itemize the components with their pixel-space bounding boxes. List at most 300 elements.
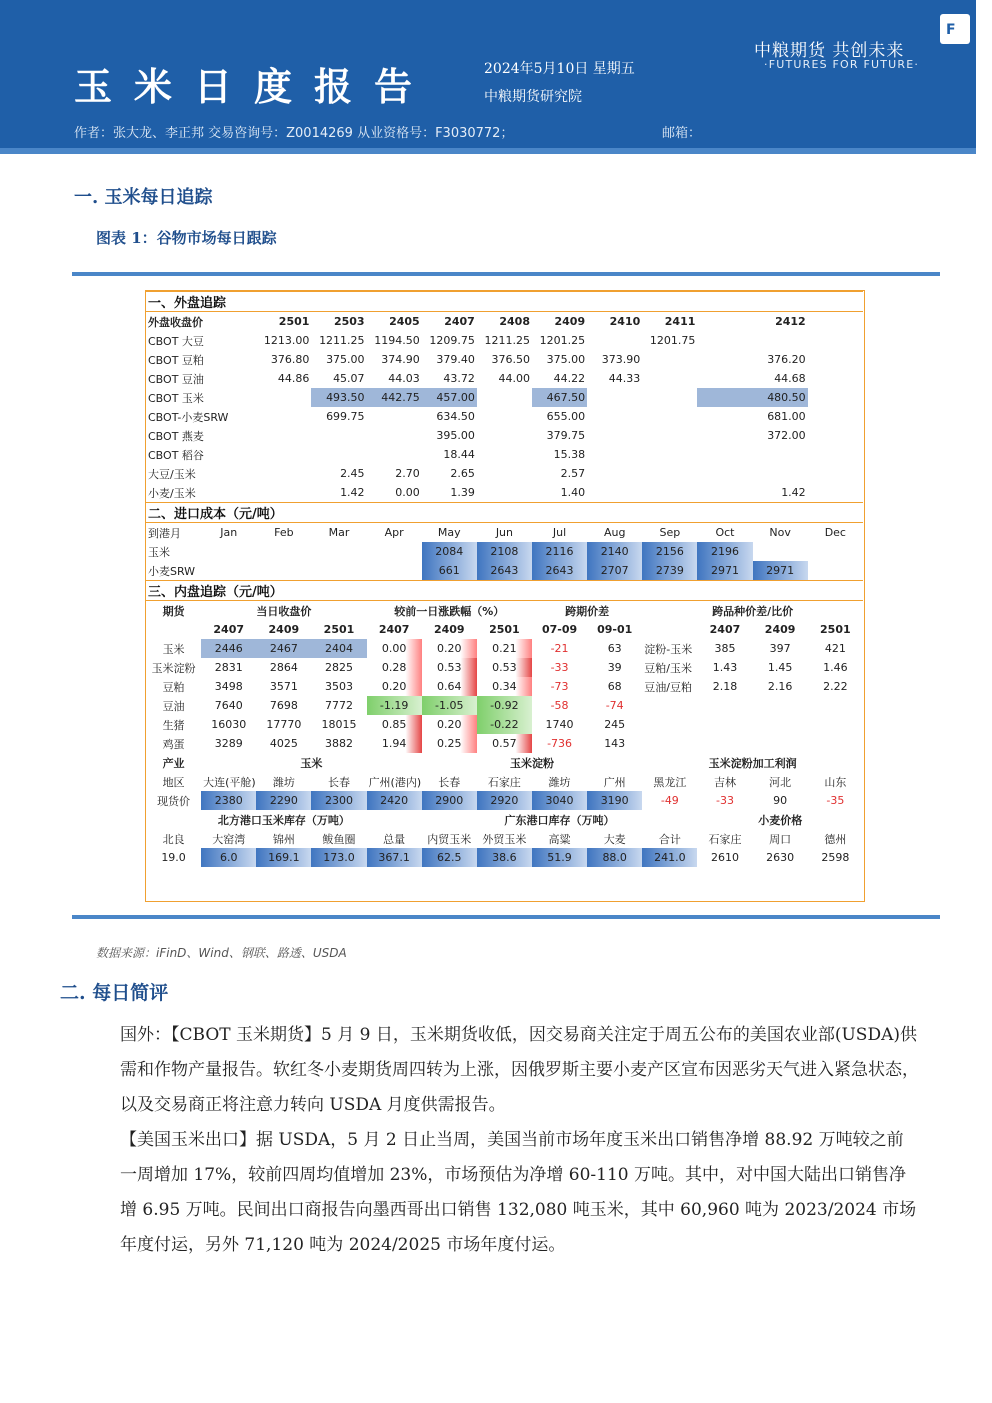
table-cell: 2971: [697, 561, 752, 581]
table-row: [146, 734, 863, 753]
table-cell: 655.00: [546, 410, 586, 423]
table-cell: [642, 464, 697, 483]
table-cell: [642, 483, 697, 503]
table-cell: 2.65: [450, 467, 475, 480]
table-cell: [587, 388, 642, 407]
row-label: 玉米: [148, 545, 170, 559]
table-cell: 2380: [201, 791, 256, 810]
table-cell: 2643: [477, 561, 532, 581]
column-header: 高粱: [548, 832, 571, 846]
table-cell: 0.85: [367, 715, 422, 734]
table-cell: [477, 445, 532, 464]
table-cell: 457.00: [422, 388, 477, 407]
data-source: 数据来源：iFinD、Wind、钢联、路透、USDA: [96, 946, 347, 960]
table-cell: 372.00: [767, 429, 806, 442]
column-header: Aug: [603, 526, 626, 539]
row-label: 玉米淀粉: [151, 661, 196, 675]
table-cell: 2140: [587, 542, 642, 561]
table-cell: 421: [824, 642, 846, 655]
table-cell: 2643: [532, 561, 587, 581]
table-cell: [808, 734, 863, 753]
table-cell: 3882: [324, 737, 353, 750]
column-header: 2409: [554, 315, 586, 328]
table-cell: 44.68: [774, 372, 806, 385]
logo-icon: F: [946, 22, 956, 38]
table-cell: 1.45: [767, 661, 793, 674]
column-header: 广东港口库存（万吨）: [504, 813, 615, 827]
table-cell: 3040: [532, 791, 587, 810]
column-header: 石家庄: [708, 832, 742, 846]
table-cell: 3190: [587, 791, 642, 810]
table-cell: [477, 388, 532, 407]
table-cell: 4025: [269, 737, 298, 750]
market-tracking-table: [146, 291, 863, 867]
table-cell: [587, 331, 642, 350]
table-cell: 0.00: [367, 639, 422, 658]
table-cell: 395.00: [436, 429, 475, 442]
authors-line: 作者：张大龙、李正邦 交易咨询号：Z0014269 从业资格号：F3030772；: [74, 126, 514, 141]
table-header-row: [146, 620, 863, 639]
row-label: 地区: [162, 775, 185, 789]
table-cell: -73: [550, 680, 569, 693]
row-label: CBOT 豆油: [148, 372, 204, 386]
column-header: Dec: [824, 526, 846, 539]
table-cell: [256, 388, 311, 407]
table-cell: 63: [607, 642, 622, 655]
row-label: CBOT 燕麦: [148, 429, 204, 443]
table-cell: 1.42: [340, 486, 365, 499]
report-title: 玉米日度报告: [74, 64, 435, 109]
table-cell: 634.50: [436, 410, 475, 423]
table-cell: 62.5: [422, 848, 477, 867]
table-cell: 1.42: [781, 486, 806, 499]
table-cell: [642, 369, 697, 388]
table-cell: -49: [660, 794, 679, 807]
table-cell: 88.0: [587, 848, 642, 867]
table-cell: [311, 445, 366, 464]
table-cell: 0.21: [477, 639, 532, 658]
table-cell: 2707: [587, 561, 642, 581]
table-cell: 379.40: [436, 353, 475, 366]
table-cell: 7698: [269, 699, 298, 712]
row-label: 生猪: [162, 718, 185, 732]
column-header: 玉米淀粉: [509, 756, 554, 770]
column-header: 2501: [323, 623, 355, 636]
table-cell: [808, 542, 863, 561]
table-cell: 375.00: [326, 353, 365, 366]
table-cell: [587, 483, 642, 503]
table-cell: 0.25: [422, 734, 477, 753]
column-header: 总量: [383, 832, 406, 846]
table-cell: 43.72: [443, 372, 475, 385]
table-cell: 2108: [477, 542, 532, 561]
column-header: 2407: [709, 623, 741, 636]
brand-slogan: 中粮期货 共创未来: [754, 41, 905, 61]
table-cell: 0.20: [422, 715, 477, 734]
section-title-2: 二、进口成本（元/吨）: [146, 503, 863, 523]
table-row: [146, 658, 863, 677]
section-title-3: 三、内盘追踪（元/吨）: [146, 581, 863, 601]
row-label: 鸡蛋: [162, 737, 185, 751]
table-cell: 1211.25: [484, 334, 530, 347]
table-row: [146, 445, 863, 464]
table-row: [146, 464, 863, 483]
report-date: 2024年5月10日 星期五: [484, 61, 635, 77]
table-header-row: [146, 601, 863, 621]
table-cell: 3571: [269, 680, 298, 693]
row-label: CBOT 玉米: [148, 391, 204, 405]
table-cell: [697, 445, 807, 464]
commentary-paragraph-2: 【美国玉米出口】据 USDA，5 月 2 日止当周，美国当前市场年度玉米出口销售净增 88.92 万吨较之前一周增加 17%，较前四周均值增加 23%，市场预估为净增 60-110 万吨。其中，对中国大陆出口销售净增 6.95 万吨。民间出口商报告向墨西哥出口销售 132,080 吨玉米，其中 60,960 吨为 2023/2024 市场年度付运，另外 71,120 吨为 2024/2025 市场年度付运。: [120, 1130, 917, 1255]
row-label: 大豆/玉米: [148, 467, 196, 481]
table-cell: [311, 426, 366, 445]
table-cell: [256, 464, 311, 483]
table-row: [146, 331, 863, 350]
table-cell: 385: [714, 642, 736, 655]
column-header: Jan: [220, 526, 238, 539]
column-header: 山东: [824, 775, 847, 789]
table-row: [146, 791, 863, 810]
table-cell: [753, 696, 808, 715]
section-row: [146, 292, 863, 312]
column-header: Jun: [495, 526, 513, 539]
column-header: 石家庄: [487, 775, 521, 789]
table-cell: 6.0: [201, 848, 256, 867]
column-header: Jul: [552, 526, 567, 539]
table-cell: 44.33: [608, 372, 641, 385]
table-cell: [587, 445, 642, 464]
table-cell: [256, 483, 311, 503]
column-header: 2407: [444, 315, 475, 328]
table-cell: 3498: [214, 680, 243, 693]
table-cell: -736: [547, 737, 573, 750]
table-cell: [201, 542, 256, 561]
table-cell: 2.16: [767, 680, 793, 693]
table-cell: [477, 483, 532, 503]
table-cell: 51.9: [532, 848, 587, 867]
column-header: Sep: [659, 526, 681, 539]
table-cell: [367, 445, 422, 464]
table-cell: 442.75: [367, 388, 422, 407]
table-cell: 376.20: [767, 353, 806, 366]
column-header: 2410: [609, 315, 641, 328]
table-cell: 1.43: [712, 661, 738, 674]
table-cell: 2.57: [560, 467, 586, 480]
row-label: 现货价: [157, 794, 191, 808]
commentary-paragraph-1: 国外：【CBOT 玉米期货】5 月 9 日，玉米期货收低，因交易商关注定于周五公布的美国农业部(USDA)供需和作物产量报告。软红冬小麦期货周四转为上涨，因俄罗斯主要小麦产区宣布因恶劣天气进入紧急状态，以及交易商正将注意力转向 USDA 月度供需报告。: [120, 1025, 919, 1115]
table-cell: 681.00: [767, 410, 806, 423]
table-cell: 661: [422, 561, 477, 581]
table-row: [146, 715, 863, 734]
table-cell: 2630: [766, 851, 795, 864]
table-cell: 0.20: [367, 677, 422, 696]
column-header: 广州: [603, 775, 626, 789]
table-cell: [256, 407, 311, 426]
row-label: 小麦/玉米: [148, 486, 196, 500]
table-cell: [642, 715, 697, 734]
table-cell: 2.45: [340, 467, 365, 480]
table-cell: 2116: [532, 542, 587, 561]
figure-caption: 图表 1：谷物市场每日跟踪: [96, 229, 277, 247]
table-cell: 0.34: [477, 677, 532, 696]
column-header: 外贸玉米: [482, 832, 527, 846]
section-title-1: 一、外盘追踪: [146, 292, 863, 312]
column-header: 玉米淀粉加工利润: [708, 756, 797, 770]
table-cell: 373.90: [601, 353, 641, 366]
table-cell: 44.00: [498, 372, 530, 385]
table-cell: 1209.75: [429, 334, 475, 347]
table-cell: 0.28: [367, 658, 422, 677]
column-header: 吉林: [713, 775, 736, 789]
table-header-row: [146, 810, 863, 829]
table-cell: [753, 542, 808, 561]
table-cell: [697, 734, 752, 753]
table-cell: 367.1: [367, 848, 422, 867]
brand-slogan-en: ·FUTURES FOR FUTURE·: [764, 58, 920, 71]
table-cell: 376.80: [270, 353, 310, 366]
column-header: 2408: [499, 315, 530, 328]
table-cell: [642, 734, 697, 753]
table-cell: 375.00: [546, 353, 586, 366]
column-header: Oct: [715, 526, 735, 539]
column-header: 2409: [433, 623, 465, 636]
section1-heading: 一. 玉米每日追踪: [74, 187, 213, 208]
table-cell: 2825: [324, 661, 353, 674]
table-cell: [201, 561, 256, 581]
column-header: Apr: [384, 526, 404, 539]
column-header: 小麦价格: [758, 813, 803, 827]
table-cell: 1201.75: [649, 334, 696, 347]
row-label: 外盘收盘价: [148, 315, 203, 329]
table-cell: 2610: [710, 851, 739, 864]
column-header: 2501: [489, 623, 520, 636]
table-cell: 1201.25: [539, 334, 586, 347]
column-header: 2405: [389, 315, 420, 328]
table-row: [146, 369, 863, 388]
table-cell: [642, 407, 697, 426]
column-header: 07-09: [541, 623, 578, 636]
table-cell: [367, 561, 422, 581]
table-cell: 699.75: [326, 410, 365, 423]
divider-top: [72, 272, 940, 276]
table-cell: [642, 350, 697, 369]
table-cell: -1.19: [367, 696, 422, 715]
column-header: 2503: [333, 315, 365, 328]
table-cell: 493.50: [311, 388, 366, 407]
table-cell: 0.20: [422, 639, 477, 658]
table-cell: 44.22: [553, 372, 586, 385]
table-cell: 245: [604, 718, 626, 731]
table-cell: 2739: [642, 561, 697, 581]
column-header: Nov: [769, 526, 791, 539]
table-cell: 44.03: [388, 372, 420, 385]
table-cell: 143: [604, 737, 626, 750]
table-cell: 2920: [477, 791, 532, 810]
table-cell: [697, 715, 752, 734]
table-cell: 7640: [214, 699, 243, 712]
table-cell: 376.50: [491, 353, 530, 366]
column-header: 2411: [664, 315, 696, 328]
table-cell: 2.22: [823, 680, 848, 693]
table-row: [146, 639, 863, 658]
table-cell: 241.0: [642, 848, 697, 867]
table-cell: 2290: [256, 791, 311, 810]
column-header: 锦州: [272, 832, 295, 846]
column-header: 潍坊: [548, 775, 571, 789]
column-header: 2501: [278, 315, 310, 328]
table-row: [146, 848, 863, 867]
table-cell: 480.50: [697, 388, 807, 407]
table-cell: 0.00: [395, 486, 420, 499]
row-label: [146, 620, 201, 639]
table-header-row: [146, 829, 863, 848]
table-cell: [642, 696, 697, 715]
column-header: 2412: [775, 315, 806, 328]
column-header: 广州(港内): [368, 775, 422, 789]
email-label: 邮箱：: [662, 126, 702, 141]
column-header: 2501: [820, 623, 851, 636]
row-label: 小麦SRW: [148, 564, 196, 578]
table-cell: 2196: [697, 542, 752, 561]
table-cell: [808, 696, 863, 715]
column-header: [642, 620, 697, 639]
table-cell: 169.1: [256, 848, 311, 867]
row-label: CBOT 豆粕: [148, 353, 204, 367]
column-header: 长春: [327, 775, 350, 789]
column-header: 2409: [764, 623, 796, 636]
table-cell: 16030: [211, 718, 247, 731]
table-cell: -35: [826, 794, 845, 807]
table-cell: 1740: [545, 718, 574, 731]
table-header-row: [146, 523, 863, 543]
table-cell: -1.05: [422, 696, 477, 715]
column-header: 大连(平舱): [203, 775, 256, 789]
table-cell: 379.75: [546, 429, 586, 442]
table-cell: 2864: [269, 661, 298, 674]
column-header: 2409: [268, 623, 300, 636]
column-header: 周口: [769, 832, 792, 846]
table-cell: 38.6: [477, 848, 532, 867]
table-cell: [367, 542, 422, 561]
table-cell: 1.94: [367, 734, 422, 753]
column-header: 跨品种价差/比价: [712, 604, 794, 618]
table-header-row: [146, 753, 863, 772]
table-row: [146, 483, 863, 503]
table-cell: [256, 426, 311, 445]
row-label: 玉米: [162, 642, 185, 656]
column-header: 玉米: [300, 756, 323, 770]
column-header: 鲅鱼圈: [322, 832, 356, 846]
table-cell: [477, 407, 532, 426]
column-header: 大窑湾: [212, 832, 246, 846]
table-cell: -0.22: [477, 715, 532, 734]
company-logo: [940, 14, 970, 44]
table-cell: [697, 331, 807, 350]
table-cell: 1.39: [450, 486, 475, 499]
table-cell: 1213.00: [263, 334, 310, 347]
table-cell: 397: [769, 642, 791, 655]
row-label: 豆粕: [162, 680, 185, 694]
table-cell: 7772: [324, 699, 353, 712]
column-header: 黑龙江: [653, 775, 687, 789]
table-cell: 1.46: [823, 661, 848, 674]
table-cell: 19.0: [161, 851, 186, 864]
table-cell: 45.07: [333, 372, 365, 385]
table-cell: 淀粉-玉米: [644, 642, 693, 656]
table-cell: 2084: [422, 542, 477, 561]
table-cell: 2467: [256, 639, 311, 658]
table-cell: 2598: [821, 851, 850, 864]
table-cell: [642, 388, 697, 407]
grain-market-table: [146, 291, 863, 867]
table-cell: -58: [550, 699, 569, 712]
row-label: CBOT 大豆: [148, 334, 204, 348]
column-header: 2407: [213, 623, 245, 636]
table-cell: 1194.50: [374, 334, 420, 347]
table-cell: [311, 542, 366, 561]
table-cell: [753, 715, 808, 734]
column-header: 内贸玉米: [427, 832, 472, 846]
table-cell: [256, 542, 311, 561]
table-cell: 3289: [214, 737, 243, 750]
table-row: [146, 407, 863, 426]
institute-name: 中粮期货研究院: [484, 89, 582, 105]
table-header-row: [146, 772, 863, 791]
table-cell: [808, 715, 863, 734]
table-row: [146, 696, 863, 715]
table-cell: 2831: [214, 661, 243, 674]
table-cell: 18015: [321, 718, 357, 731]
column-header: 河北: [769, 775, 792, 789]
table-cell: 2971: [753, 561, 808, 581]
report-header: [0, 0, 976, 154]
table-cell: -33: [550, 661, 569, 674]
table-cell: -21: [550, 642, 569, 655]
table-cell: -33: [715, 794, 734, 807]
row-label: 豆油: [162, 699, 185, 713]
row-label: 期货: [162, 604, 185, 618]
table-cell: [587, 407, 642, 426]
table-cell: 39: [607, 661, 622, 674]
table-cell: -74: [605, 699, 624, 712]
table-cell: [367, 407, 422, 426]
section-row: [146, 581, 863, 601]
table-row: [146, 350, 863, 369]
column-header: Mar: [328, 526, 350, 539]
table-cell: 2300: [311, 791, 366, 810]
table-cell: [367, 426, 422, 445]
table-cell: 0.64: [422, 677, 477, 696]
table-row: [146, 426, 863, 445]
table-cell: 1.40: [560, 486, 586, 499]
column-header: 北方港口玉米库存（万吨）: [217, 813, 350, 827]
table-cell: 15.38: [553, 448, 586, 461]
table-row: [146, 561, 863, 581]
commentary-body: [120, 1018, 920, 1263]
table-cell: 374.90: [381, 353, 420, 366]
column-header: 当日收盘价: [256, 604, 312, 618]
row-label: 到港月: [148, 526, 181, 540]
column-header: 长春: [438, 775, 461, 789]
table-cell: [753, 734, 808, 753]
table-cell: [256, 445, 311, 464]
section2-heading: 二. 每日简评: [60, 982, 169, 1004]
table-cell: 1211.25: [319, 334, 365, 347]
table-cell: 2420: [367, 791, 422, 810]
column-header: 北良: [162, 832, 185, 846]
table-cell: [311, 561, 366, 581]
column-header: 跨期价差: [565, 604, 610, 618]
